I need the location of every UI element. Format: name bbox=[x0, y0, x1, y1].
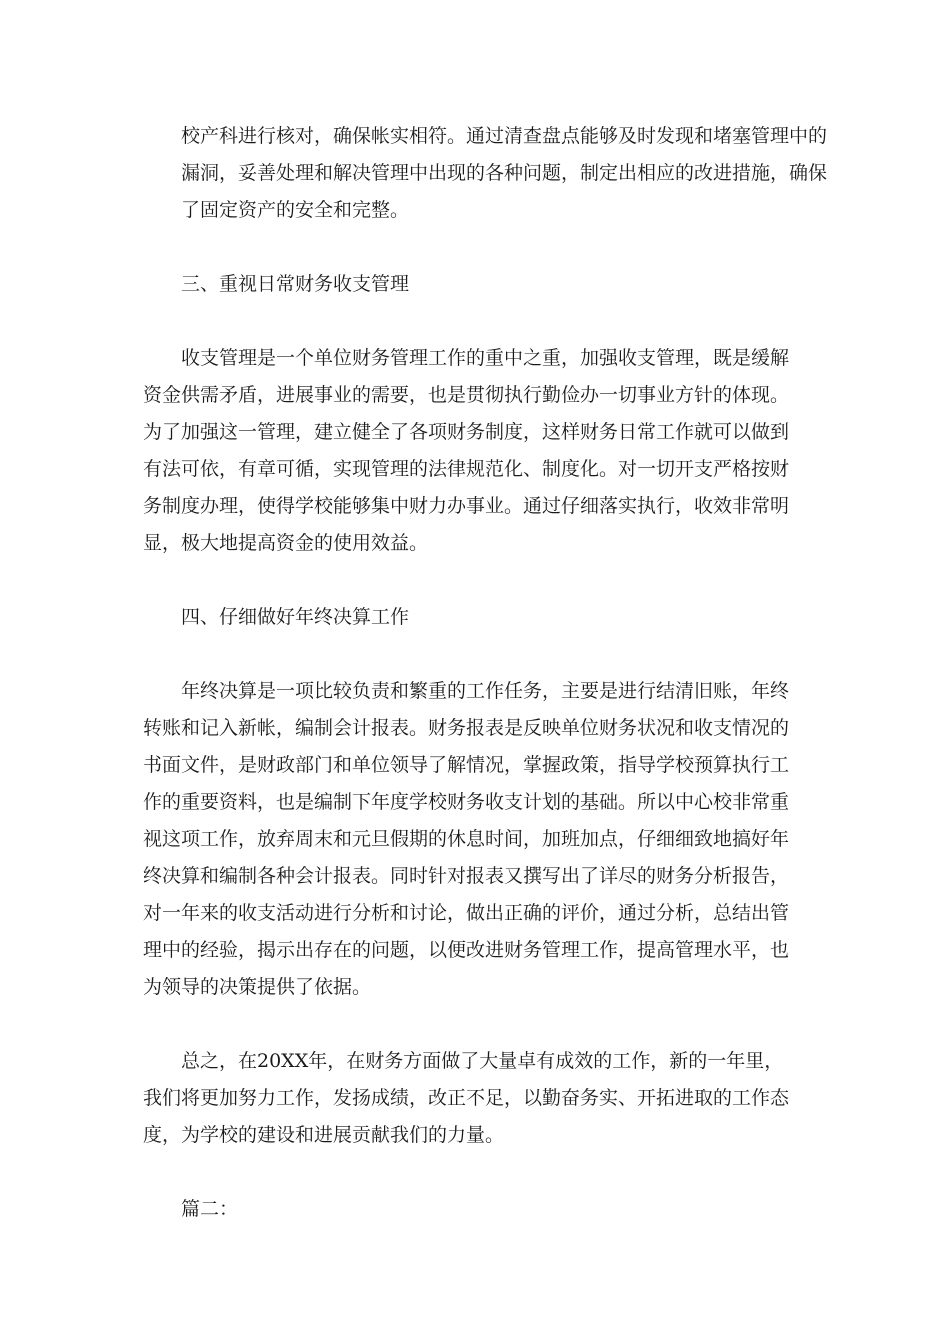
text-line: 为领导的决策提供了依据。 bbox=[143, 976, 372, 998]
section-heading-3: 三、重视日常财务收支管理 bbox=[181, 273, 410, 295]
text-line: 显，极大地提高资金的使用效益。 bbox=[143, 532, 429, 554]
text-line: 视这项工作，放弃周末和元旦假期的休息时间，加班加点，仔细细致地搞好年 bbox=[143, 828, 790, 850]
paragraph-conclusion bbox=[143, 1043, 807, 1154]
text-line: 作的重要资料，也是编制下年度学校财务收支计划的基础。所以中心校非常重 bbox=[143, 791, 790, 813]
text-line: 度，为学校的建设和进展贡献我们的力量。 bbox=[143, 1124, 505, 1146]
text-line: 务制度办理，使得学校能够集中财力办事业。通过仔细落实执行，收效非常明 bbox=[143, 495, 790, 517]
text-line: 年终决算是一项比较负责和繁重的工作任务，主要是进行结清旧账，年终 bbox=[181, 680, 790, 702]
section-heading-4: 四、仔细做好年终决算工作 bbox=[181, 606, 410, 628]
text-line: 转账和记入新帐，编制会计报表。财务报表是反映单位财务状况和收支情况的 bbox=[143, 717, 790, 739]
paragraph-revenue-expense bbox=[143, 340, 807, 562]
text-line: 校产科进行核对，确保帐实相符。通过清查盘点能够及时发现和堵塞管理中的 bbox=[181, 125, 828, 147]
text-line: 对一年来的收支活动进行分析和讨论，做出正确的评价，通过分析，总结出管 bbox=[143, 902, 790, 924]
text-line: 资金供需矛盾，进展事业的需要，也是贯彻执行勤俭办一切事业方针的体现。 bbox=[143, 384, 790, 406]
text-line: 总之，在20XX年，在财务方面做了大量卓有成效的工作，新的一年里， bbox=[181, 1050, 784, 1072]
section-label: 篇二： bbox=[181, 1198, 239, 1220]
text-line: 收支管理是一个单位财务管理工作的重中之重，加强收支管理，既是缓解 bbox=[181, 347, 790, 369]
paragraph-asset-verification bbox=[143, 118, 828, 229]
text-line: 我们将更加努力工作，发扬成绩，改正不足，以勤奋务实、开拓进取的工作态 bbox=[143, 1087, 790, 1109]
text-line: 有法可依，有章可循，实现管理的法律规范化、制度化。对一切开支严格按财 bbox=[143, 458, 790, 480]
text-line: 了固定资产的安全和完整。 bbox=[181, 199, 410, 221]
text-line: 书面文件，是财政部门和单位领导了解情况，掌握政策，指导学校预算执行工 bbox=[143, 754, 790, 776]
document-body bbox=[143, 118, 828, 1265]
paragraph-year-end-accounts bbox=[143, 673, 807, 1006]
text-line: 终决算和编制各种会计报表。同时针对报表又撰写出了详尽的财务分析报告， bbox=[143, 865, 790, 887]
text-line: 为了加强这一管理，建立健全了各项财务制度，这样财务日常工作就可以做到 bbox=[143, 421, 790, 443]
text-line: 漏洞，妥善处理和解决管理中出现的各种问题，制定出相应的改进措施，确保 bbox=[181, 162, 828, 184]
text-line: 理中的经验，揭示出存在的问题，以便改进财务管理工作，提高管理水平，也 bbox=[143, 939, 790, 961]
